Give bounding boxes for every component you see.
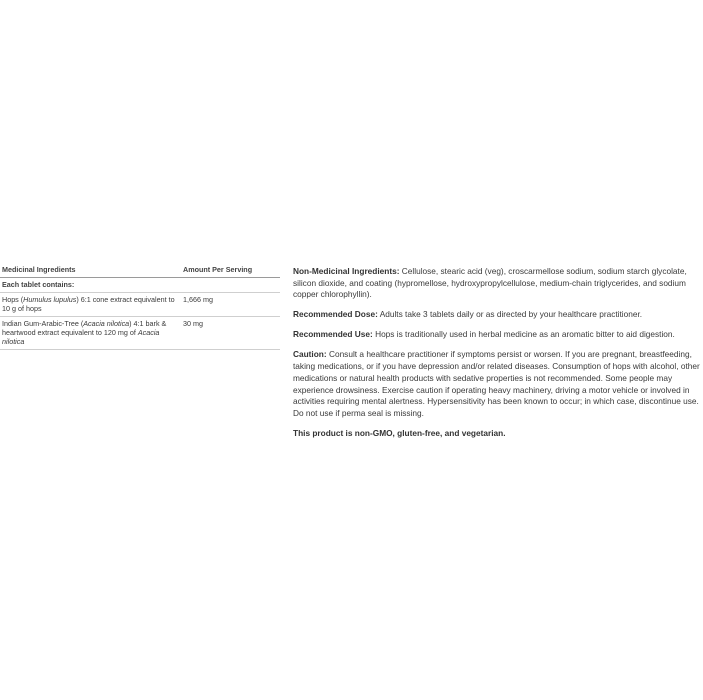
ingredient-amount: 30 mg [183,319,203,328]
product-info [293,266,703,448]
caution: Caution: Consult a healthcare practitioner if symptoms persist or worsen. If you are pregnant, breastfeeding, taking medications, or if you have depression and/or related diseases. Consumption of hops with alcohol, other medications or natural health products with sedative properties is not recommended. Some people may experience drowsiness. Exercise caution if operating heavy machinery, driving a motor vehicle or involved in activities requiring mental alertness. Hypersensitivity has been known to occur; in which case, discontinue use. Do not use if perma seal is missing. [293,349,700,418]
ingredient-name: Indian Gum-Arabic-Tree (Acacia nilotica) 4:1 bark & heartwood extract equivalent to 120 mg of Acacia nilotica [2,319,167,346]
table-subheading: Each tablet contains: [2,280,75,289]
amount-column-header: Amount Per Serving [183,265,253,274]
medicinal-ingredients-table [0,262,280,350]
ingredient-name: Hops (Humulus lupulus) 6:1 cone extract equivalent to 10 g of hops [2,295,175,313]
table-row [0,293,280,317]
non-medicinal-ingredients: Non-Medicinal Ingredients: Cellulose, stearic acid (veg), croscarmellose sodium, sodium starch glycolate, silicon dioxide, and coating (hypromellose, hydroxypropylcellulose, medium-chain triglycerides, and sodium copper chlorophyllin). [293,266,687,300]
table-subheading-row [0,278,280,293]
recommended-dose: Recommended Dose: Adults take 3 tablets daily or as directed by your healthcare practitioner. [293,309,643,320]
ingredient-column-header: Medicinal Ingredients [2,265,76,274]
ingredient-amount: 1,666 mg [183,295,213,304]
recommended-use: Recommended Use: Hops is traditionally used in herbal medicine as an aromatic bitter to aid digestion. [293,329,675,340]
table-header-row [0,262,280,278]
product-statement: This product is non-GMO, gluten-free, and vegetarian. [293,427,506,438]
table-row [0,317,280,350]
